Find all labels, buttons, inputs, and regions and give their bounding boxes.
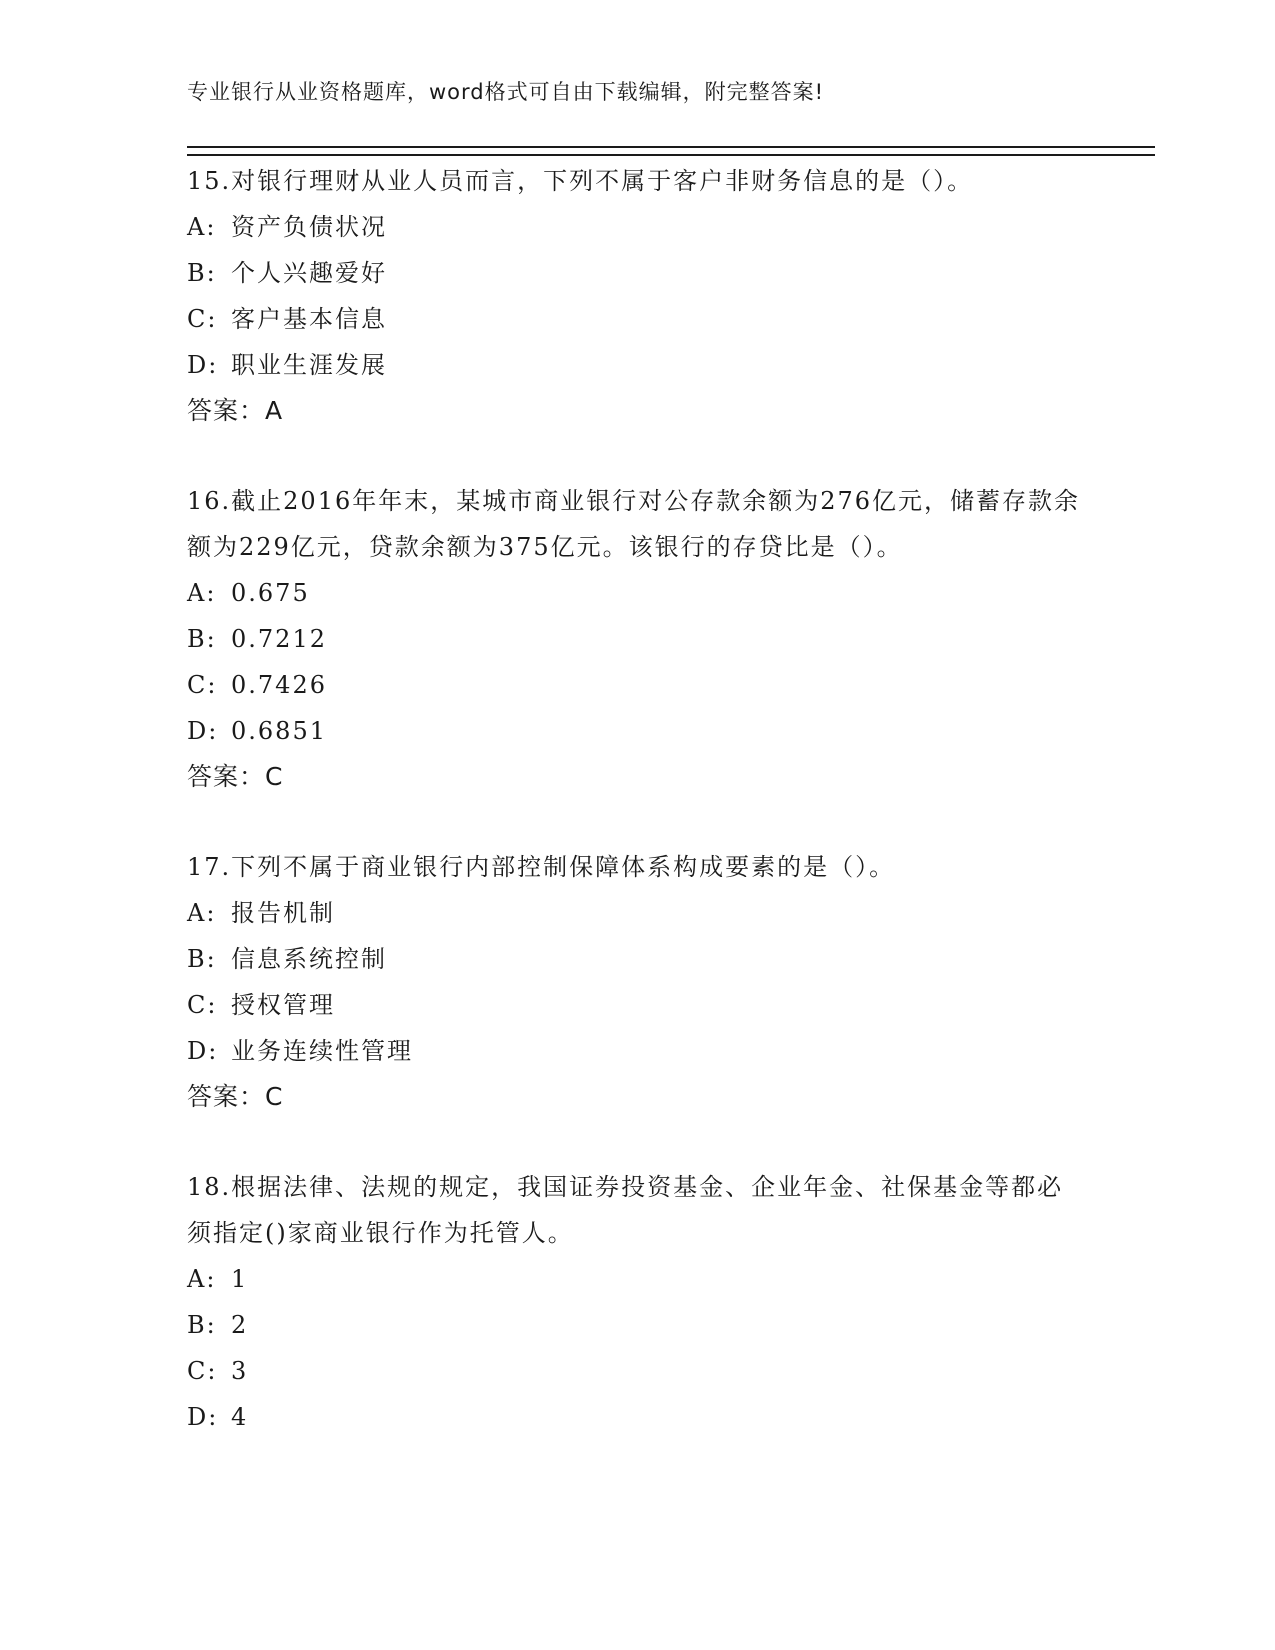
option-text: 报告机制 [231, 899, 335, 927]
option-a [187, 204, 1087, 250]
option-label: A: [187, 213, 217, 241]
option-a [187, 570, 1087, 616]
option-text: 授权管理 [231, 991, 335, 1019]
option-c [187, 296, 1087, 342]
option-a [187, 890, 1087, 936]
question-item [187, 158, 1087, 434]
option-text: 0.675 [231, 579, 310, 607]
option-b [187, 1302, 1087, 1348]
option-text: 0.7426 [231, 671, 327, 699]
option-a [187, 1256, 1087, 1302]
answer-line: 答案：C [187, 762, 284, 791]
option-text: 个人兴趣爱好 [231, 259, 387, 287]
option-label: D: [187, 717, 219, 745]
question-spacer [187, 800, 1087, 844]
option-text: 业务连续性管理 [231, 1037, 413, 1065]
question-item [187, 478, 1087, 800]
question-item [187, 1164, 1087, 1440]
option-text: 0.7212 [231, 625, 327, 653]
option-text: 0.6851 [231, 717, 327, 745]
question-spacer [187, 434, 1087, 478]
answer-line: 答案：C [187, 1082, 284, 1111]
option-d [187, 342, 1087, 388]
question-spacer [187, 1120, 1087, 1164]
option-text: 职业生涯发展 [231, 351, 387, 379]
option-text: 2 [231, 1311, 249, 1339]
option-label: A: [187, 899, 217, 927]
answer-line: 答案：A [187, 396, 284, 425]
question-stem: 17.下列不属于商业银行内部控制保障体系构成要素的是（）。 [187, 853, 896, 881]
option-label: C: [187, 1357, 218, 1385]
option-label: D: [187, 1403, 219, 1431]
question-item [187, 844, 1087, 1120]
option-label: B: [187, 945, 217, 973]
question-stem: 16.截止2016年年末，某城市商业银行对公存款余额为276亿元，储蓄存款余额为229亿元，贷款余额为375亿元。该银行的存贷比是（）。 [187, 487, 1081, 561]
question-list [187, 158, 1087, 1440]
option-b [187, 616, 1087, 662]
option-label: D: [187, 351, 219, 379]
header-divider [187, 146, 1155, 156]
question-stem: 15.对银行理财从业人员而言，下列不属于客户非财务信息的是（）。 [187, 167, 974, 195]
option-label: A: [187, 579, 217, 607]
option-d [187, 708, 1087, 754]
option-text: 客户基本信息 [231, 305, 387, 333]
option-d [187, 1394, 1087, 1440]
option-b [187, 250, 1087, 296]
option-label: A: [187, 1265, 217, 1293]
option-text: 资产负债状况 [231, 213, 387, 241]
option-label: C: [187, 991, 218, 1019]
page-header: 专业银行从业资格题库，word格式可自由下载编辑，附完整答案! [187, 80, 825, 104]
option-d [187, 1028, 1087, 1074]
option-label: C: [187, 305, 218, 333]
option-label: D: [187, 1037, 219, 1065]
option-label: B: [187, 1311, 217, 1339]
question-stem: 18.根据法律、法规的规定，我国证券投资基金、企业年金、社保基金等都必须指定()家商业银行作为托管人。 [187, 1173, 1064, 1247]
option-text: 3 [231, 1357, 249, 1385]
option-c [187, 982, 1087, 1028]
option-label: C: [187, 671, 218, 699]
option-label: B: [187, 625, 217, 653]
option-c [187, 662, 1087, 708]
option-label: B: [187, 259, 217, 287]
option-text: 信息系统控制 [231, 945, 387, 973]
option-text: 1 [231, 1265, 249, 1293]
option-b [187, 936, 1087, 982]
option-c [187, 1348, 1087, 1394]
option-text: 4 [231, 1403, 249, 1431]
